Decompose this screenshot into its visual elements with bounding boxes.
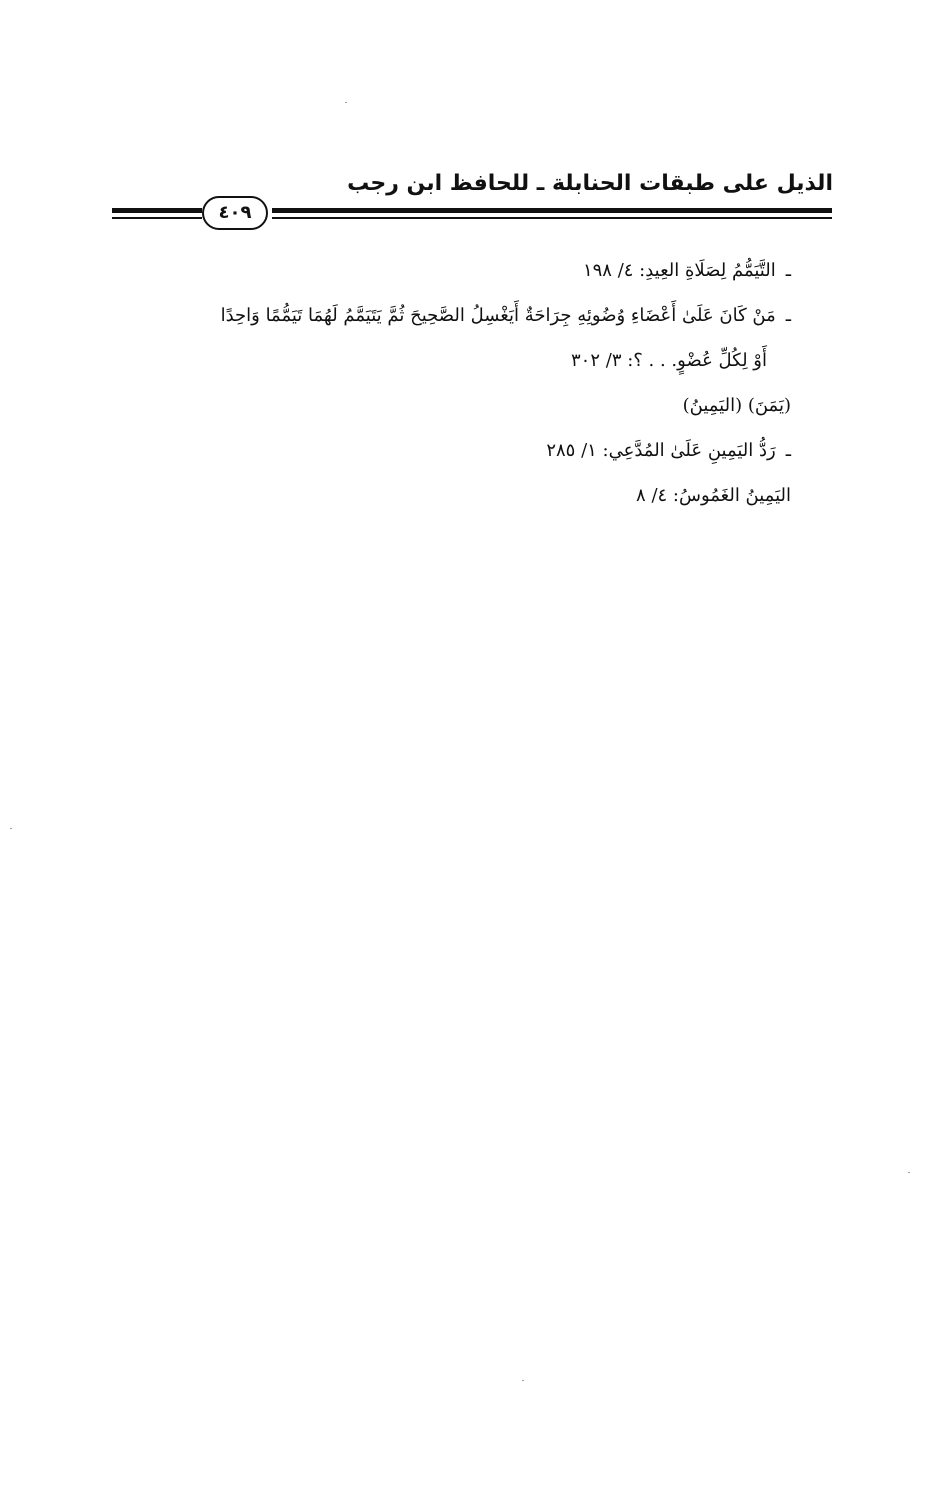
- heading-text: (يَمَنَ) (اليَمِينُ): [682, 395, 791, 416]
- index-entry: [91, 481, 791, 511]
- entry-text: أَوْ لِكُلِّ عُضْوٍ. . . ؟: ٣/ ٣٠٢: [571, 350, 767, 371]
- entry-text: مَنْ كَانَ عَلَىٰ أَعْضَاءِ وُضُوئِهِ جِرَاحَةٌ أَيَغْسِلُ الصَّحِيحَ ثُمَّ يَتَيَمَّمُ لَهُمَا تَيَمُّمًا وَاحِدًا: [220, 305, 776, 326]
- entry-dash: ـ: [785, 440, 791, 461]
- header-rule-thick-left: [112, 208, 202, 213]
- header-rule-thin-left: [112, 217, 202, 219]
- entry-dash: ـ: [785, 260, 791, 281]
- entry-text: اليَمِينُ الغَمُوسُ: ٤/ ٨: [636, 485, 791, 506]
- header-rule-thin-right: [272, 217, 832, 219]
- entry-text: التَّيَمُّمُ لِصَلَاةِ العِيدِ: ٤/ ١٩٨: [582, 260, 776, 281]
- scan-speck: [345, 102, 347, 103]
- entry-text: رَدُّ اليَمِينِ عَلَىٰ المُدَّعِي: ١/ ٢٨٥: [546, 440, 776, 461]
- index-entry: [91, 256, 791, 286]
- running-header-title: الذيل على طبقات الحنابلة ـ للحافظ ابن رجب: [347, 171, 833, 196]
- index-heading: [91, 391, 791, 421]
- scan-speck: [10, 828, 12, 829]
- scan-speck: [908, 1172, 910, 1173]
- page-number: ٤٠٩: [202, 196, 268, 230]
- index-entry-continuation: [91, 346, 791, 376]
- entry-dash: ـ: [785, 305, 791, 326]
- index-entry: [91, 436, 791, 466]
- index-entry: [91, 301, 791, 331]
- header-rule-thick-right: [272, 208, 832, 213]
- scan-speck: [522, 1380, 524, 1381]
- index-entries: [91, 256, 791, 526]
